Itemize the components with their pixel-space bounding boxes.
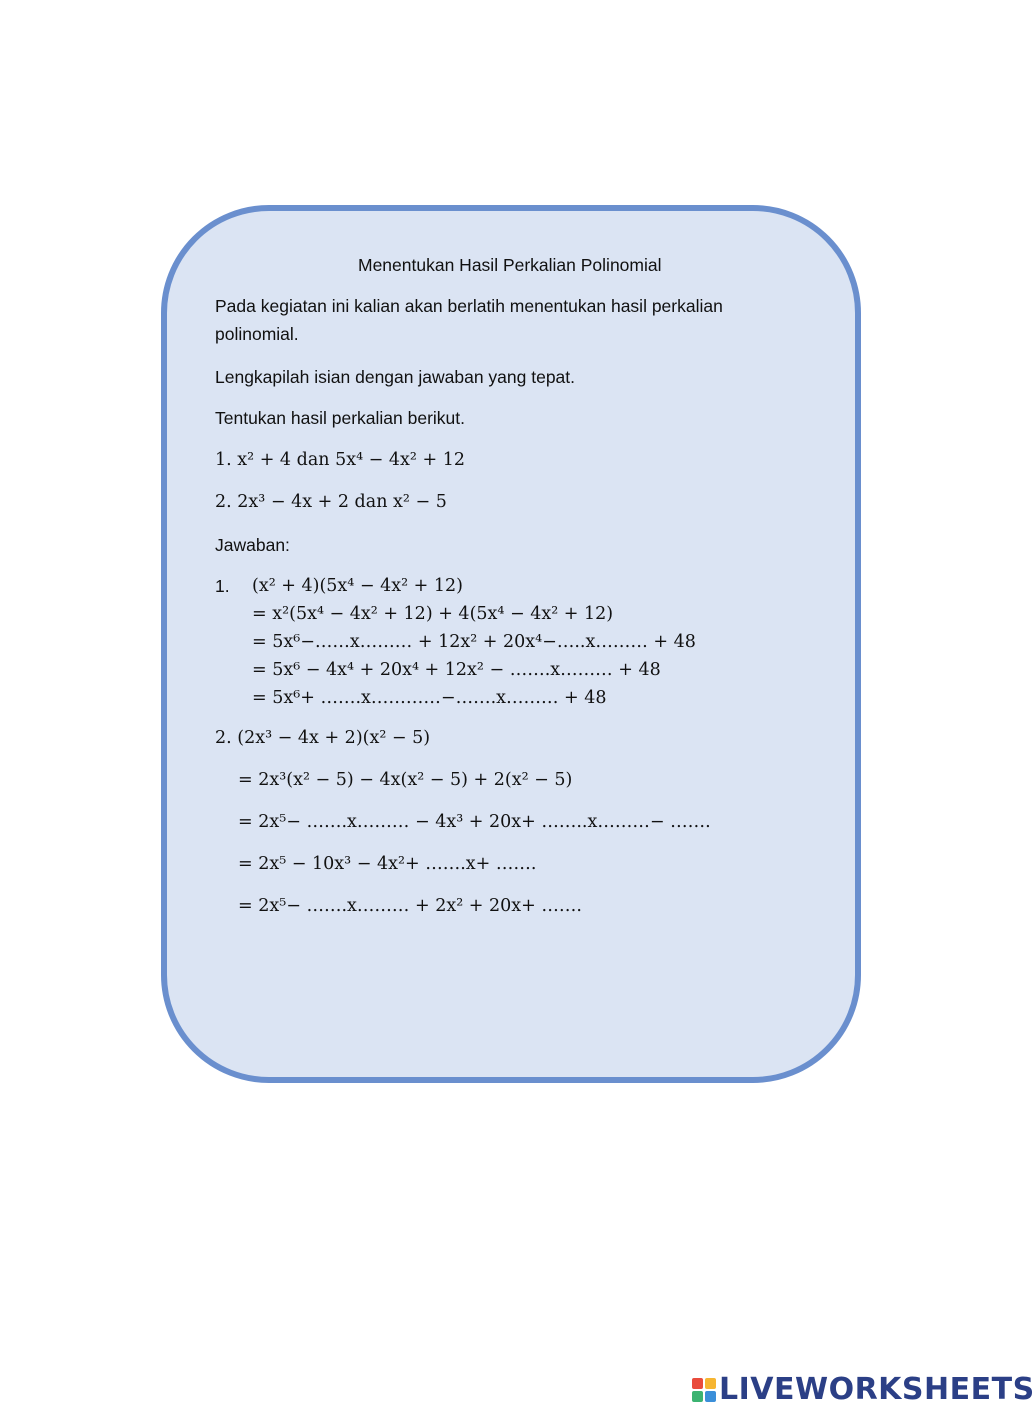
answer-2-line: = 2x⁵ − 10x³ − 4x²+ …….x+ …….	[238, 854, 537, 874]
answer-2-line: = 2x⁵− …….x……… + 2x² + 20x+ …….	[238, 896, 582, 916]
answer-2-line: = 2x³(x² − 5) − 4x(x² − 5) + 2(x² − 5)	[238, 770, 573, 790]
instruction-text: Lengkapilah isian dengan jawaban yang tepat.	[215, 367, 576, 387]
answer-2-line: = 2x⁵− …….x……… − 4x³ + 20x+ ……..x………− …….	[238, 812, 711, 832]
answer-1-line: = 5x⁶ − 4x⁴ + 20x⁴ + 12x² − …….x……… + 48	[252, 660, 661, 680]
brand-name: LIVEWORKSHEETS	[719, 1372, 1035, 1407]
logo-square	[692, 1378, 703, 1389]
logo-square	[705, 1378, 716, 1389]
question-1: 1. x² + 4 dan 5x⁴ − 4x² + 12	[215, 450, 465, 470]
liveworksheets-brand	[692, 1372, 1035, 1407]
answer-1-line: = 5x⁶−……x……… + 12x² + 20x⁴−…..x……… + 48	[252, 632, 696, 652]
intro-line-2: polinomial.	[215, 324, 299, 344]
task-text: Tentukan hasil perkalian berikut.	[215, 408, 466, 428]
liveworksheets-logo-icon	[692, 1378, 716, 1402]
question-2: 2. 2x³ − 4x + 2 dan x² − 5	[215, 492, 447, 512]
logo-square	[705, 1391, 716, 1402]
worksheet-title: Menentukan Hasil Perkalian Polinomial	[358, 255, 662, 275]
answer-1-line: = x²(5x⁴ − 4x² + 12) + 4(5x⁴ − 4x² + 12)	[252, 604, 614, 624]
answer-1-line: (x² + 4)(5x⁴ − 4x² + 12)	[252, 576, 463, 596]
intro-line-1: Pada kegiatan ini kalian akan berlatih menentukan hasil perkalian	[215, 296, 723, 316]
logo-square	[692, 1391, 703, 1402]
answer-1-number: 1.	[215, 576, 230, 596]
answer-heading: Jawaban:	[215, 535, 290, 555]
answer-2-line: 2. (2x³ − 4x + 2)(x² − 5)	[215, 728, 431, 748]
answer-1-line: = 5x⁶+ …….x…………−…….x……… + 48	[252, 688, 607, 708]
